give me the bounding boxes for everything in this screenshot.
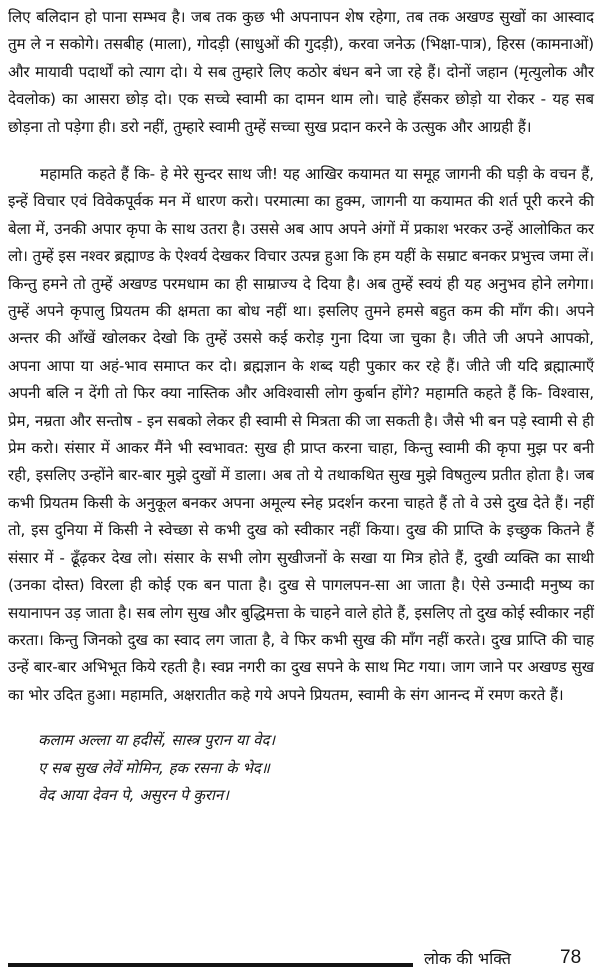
footer-title: लोक की भक्ति [424, 949, 511, 968]
body-paragraph-2: महामति कहते हैं कि- हे मेरे सुन्दर साथ जी! यह आखिर कयामत या समूह जागनी की घड़ी के वचन हैं, इन्हें विचार एवं विवेकपूर्वक मन में धारण करो। परमात्मा का हुक्म, जागनी या कयामत की शर्त पूरी करने की बेला में, उनकी अपार कृपा के साथ उतरा है। उससे अब आप अपने अंगों में प्रकाश भरकर उन्हें आलोकित कर लो। तुम्हें इस नश्वर ब्रह्माण्ड के ऐश्वर्य देखकर विचार उत्पन्न हुआ कि हम यहीं के सम्राट बनकर प्रभुत्त्व जमा लें। किन्तु हमने तो तुम्हें अखण्ड परमधाम का ही साम्राज्य दे दिया है। अब तुम्हें स्वयं ही यह अनुभव होने लगेगा। तुम्हें अपने कृपालु प्रियतम की क्षमता का बोध नहीं था। इसलिए तुमने हमसे बहुत कम की माँग की। अपने अन्तर की आँखें खोलकर देखो कि तुम्हें उससे कई करोड़ गुना दिया जा चुका है। जीते जी अपने आपको, अपना आपा या अहं-भाव समाप्त कर दो। ब्रह्मज्ञान के शब्द यही पुकार कर रहे हैं। जीते जी यदि ब्रह्मात्माएँ अपनी बलि न देंगी तो फिर क्या नास्तिक और अविश्वासी लोग कुर्बान होंगे? महामति कहते हैं कि- विश्वास, प्रेम, नम्रता और सन्तोष - इन सबको लेकर ही स्वामी से मित्रता की जा सकती है। जैसे भी बन पड़े स्वामी से ही प्रेम करो। संसार में आकर मैंने भी स्वभावत: सुख ही प्राप्त करना चाहा, किन्तु स्वामी की कृपा मुझ पर बनी रही, इसलिए उन्होंने बार-बार मुझे दुखों में डाला। अब तो ये तथाकथित सुख मुझे विषतुल्य प्रतीत होता है। जब कभी प्रियतम किसी के अनुकूल बनकर अपना अमूल्य स्नेह प्रदर्शन करना चाहते हैं तो वे उसे दुख देते हैं। नहीं तो, इस दुनिया में किसी ने स्वेच्छा से कभी दुख को स्वीकार नहीं किया। दुख की प्राप्ति के इच्छुक कितने हैं संसार में - ढूँढ़कर देख लो। संसार के सभी लोग सुखीजनों के सखा या मित्र होते हैं, दुखी व्यक्ति का साथी (उनका दोस्त) विरला ही कोई एक बन पाता है। दुख से पागलपन-सा आ जाता है। ऐसे उन्मादी मनुष्य का सयानापन उड़ जाता है। सब लोग सुख और बुद्धिमत्ता के चाहने वाले होते हैं, इसलिए तो दुख कोई स्वीकार नहीं करता। किन्तु जिनको दुख का स्वाद लग जाता है, वे फिर कभी सुख की माँग नहीं करते। दुख प्राप्ति की चाह उन्हें बार-बार अभिभूत किये रहती है। स्वप्न नगरी का दुख सपने के साथ मिट गया। जाग जाने पर अखण्ड सुख का भोर उदित हुआ। महामति, अक्षरातीत कहे गये अपने प्रियतम, स्वामी के संग आनन्द में रमण करते हैं। [8, 165, 594, 704]
verse-line-1: कलाम अल्ला या हदीसें, सास्त्र पुरान या वेद। [38, 731, 276, 749]
verse-line-3: वेद आया देवन पे, असुरन पे कुरान। [38, 786, 229, 804]
body-paragraph-1: लिए बलिदान हो पाना सम्भव है। जब तक कुछ भी अपनापन शेष रहेगा, तब तक अखण्ड सुखों का आस्वाद तुम ले न सकोगे। तसबीह (माला), गोदड़ी (साधुओं की गुदड़ी), करवा जनेऊ (भिक्षा-पात्र), हिरस (कामनाओं) और मायावी पदार्थों को त्याग दो। ये सब तुम्हारे लिए कठोर बंधन बने जा रहे हैं। दोनों जहान (मृत्युलोक और देवलोक) का आसरा छोड़ दो। एक सच्चे स्वामी का दामन थाम लो। चाहे हँसकर छोड़ो या रोकर - यह सब छोड़ना तो पड़ेगा ही। डरो नहीं, तुम्हारे स्वामी तुम्हें सच्चा सुख प्रदान करने के उत्सुक और आग्रही हैं। [8, 8, 594, 136]
page-number: 78 [560, 947, 582, 968]
footer-rule [8, 963, 413, 967]
verse-block [38, 727, 578, 810]
verse-line-2: ए सब सुख लेवें मोमिन, हक रसना के भेद॥ [38, 758, 270, 777]
